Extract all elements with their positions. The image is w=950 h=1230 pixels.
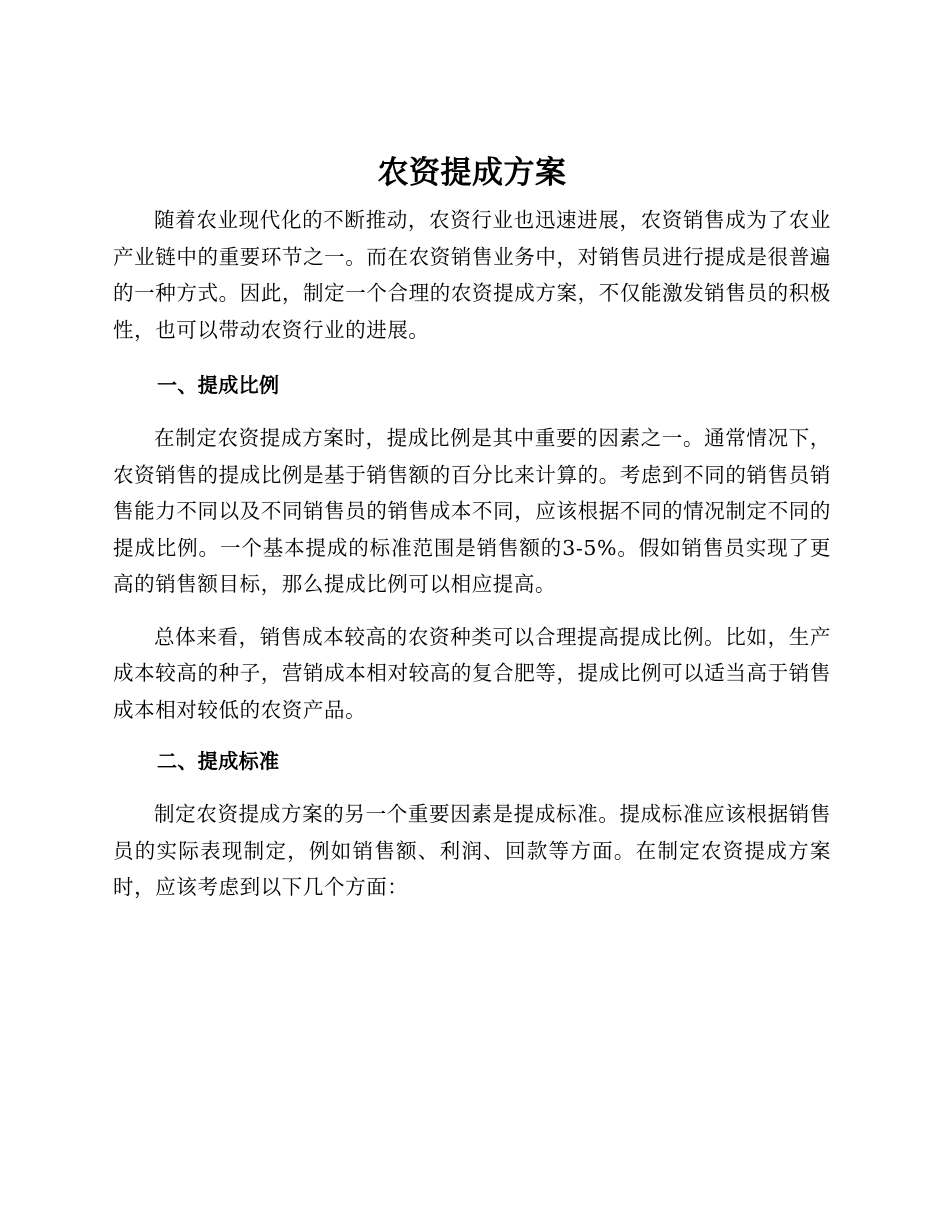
intro-paragraph: 随着农业现代化的不断推动，农资行业也迅速进展，农资销售成为了农业产业链中的重要环节之一。而在农资销售业务中，对销售员进行提成是很普遍的一种方式。因此，制定一个合理的农资提成方案，不仅能激发销售员的积极性，也可以带动农资行业的进展。 <box>113 208 831 342</box>
document-body <box>113 150 831 906</box>
section-heading-commission-standard: 二、提成标准 <box>157 749 280 773</box>
document-title: 农资提成方案 <box>377 155 567 191</box>
section-1-paragraph-1: 在制定农资提成方案时，提成比例是其中重要的因素之一。通常情况下，农资销售的提成比例是基于销售额的百分比来计算的。考虑到不同的销售员销售能力不同以及不同销售员的销售成本不同，应该根据不同的情况制定不同的提成比例。一个基本提成的标准范围是销售额的3-5%。假如销售员实现了更高的销售额目标，那么提成比例可以相应提高。 <box>113 426 831 596</box>
section-2-paragraph-1: 制定农资提成方案的另一个重要因素是提成标准。提成标准应该根据销售员的实际表现制定，例如销售额、利润、回款等方面。在制定农资提成方案时，应该考虑到以下几个方面： <box>113 802 831 899</box>
section-1-paragraph-2: 总体来看，销售成本较高的农资种类可以合理提高提成比例。比如，生产成本较高的种子，营销成本相对较高的复合肥等，提成比例可以适当高于销售成本相对较低的农资产品。 <box>113 624 831 722</box>
section-heading-commission-ratio: 一、提成比例 <box>157 373 280 397</box>
